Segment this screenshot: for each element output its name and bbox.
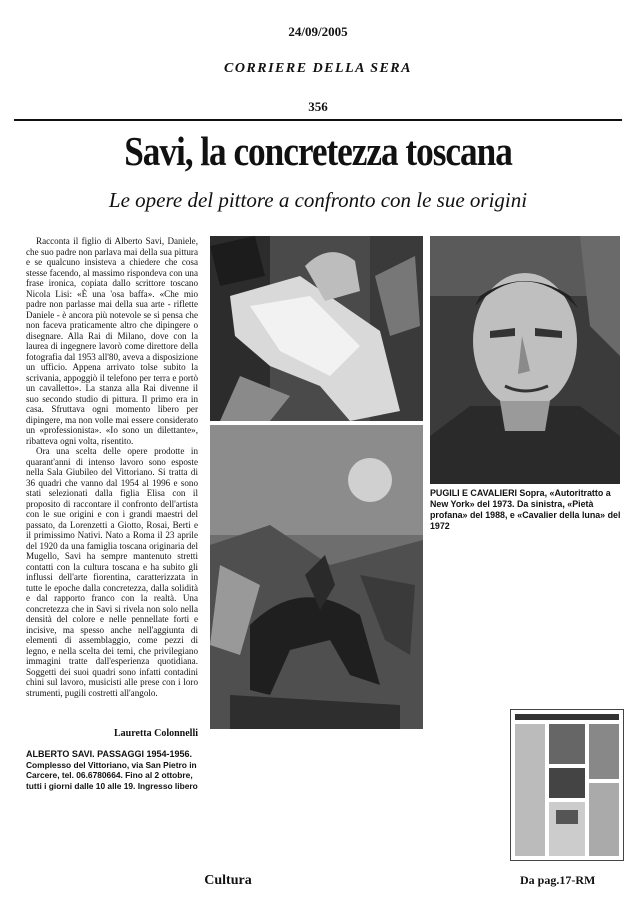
painting-pieta-image [210, 236, 423, 421]
publication-date: 24/09/2005 [288, 24, 348, 39]
painting-autoritratto-image [430, 236, 620, 484]
painting-cavaliere-image [210, 425, 423, 729]
section-name: Cultura [204, 873, 252, 888]
painting-photo-autoritratto [430, 236, 620, 484]
article-headline: Savi, la concretezza toscana [124, 128, 512, 174]
newspaper-name: CORRIERE DELLA SERA [223, 61, 412, 76]
caption-text: Sopra, «Autoritratto a New York» del 1973. Da sinistra, «Pietà profana» del 1988, e «Cavalier della luna» del 1972 [430, 488, 621, 531]
caption-lead: PUGILI E CAVALIERI [430, 488, 517, 498]
source-reference: Da pag.17-RM [520, 873, 596, 887]
article-paragraph: Ora una scelta delle opere prodotte in quarant'anni di intenso lavoro sono esposte nella Sala Giubileo del Vittoriano. Si tratta di 36 quadri che vanno dal 1954 al 1996 e sono stati selezionati dalla figlia Elisa con il proposito di raccontare il confronto dell'artista con le sue origini e con i grandi maestri del passato, da Lorenzetti a Giotto, Rosai, Berti e il primissimo Nativi. Nato a Roma il 23 aprile del 1920 da una famiglia toscana originaria del Mugello, Savi ha sempre mantenuto stretti contatti con la cultura toscana e ha subito gli influssi dell'arte fiorentina, caratterizzata in tutte le epoche dalla concretezza, dalla solidità e dal rapporto franco con la realtà. Una concretezza che in Savi si rivela non solo nella densità del colore e nelle pennellate forti e incisive, ma spesso anche nell'aggiunta di elementi di assemblaggio, come pezzi di legno, e nella scelta dei temi, che privilegiano immagini tratte dall'esperienza quotidiana. Soggetti dei suoi quadri sono infatti contadini chini sul lavoro, musicisti alle prese con i loro strumenti, pugili costretti all'angolo. [26, 446, 198, 698]
exhibition-info [26, 749, 198, 791]
painting-photo-cavaliere [210, 425, 423, 729]
page-thumbnail [510, 709, 624, 861]
article-paragraph: Racconta il figlio di Alberto Savi, Daniele, che suo padre non parlava mai della sua pittura e se qualcuno insisteva a chiedere che cosa stesse facendo, al massimo rispondeva con una frase ironica, copiata dallo scrittore toscano Nicola Lisi: «È una 'osa baffa». «Che mio padre non parlasse mai della sua arte - riflette Daniele - è ancora più notevole se si pensa che non faceva praticamente altro che dipingere o disegnare. Alla Rai di Milano, dove con la laurea di ingegnere lavorò come direttore della fotografia dal 1953 all'80, aveva a disposizione un ufficio. Appena arrivato tolse subito la scrivania, appoggiò il telefono per terra e portò un cavalletto». La stanza alla Rai divenne il suo secondo studio di pittura. Il primo era in casa. Sfruttava ogni momento libero per dipingere, ma non volle mai essere considerato un «professionista». «Io sono un dilettante», ribatteva ogni volta, risentito. [26, 236, 198, 446]
article-author: Lauretta Colonnelli [114, 728, 198, 739]
header-rule [14, 119, 622, 121]
exhibition-details: Complesso del Vittoriano, via San Pietro in Carcere, tel. 06.6780664. Fino al 2 ottobre, tutti i giorni dalle 10 alle 19. Ingresso libero [26, 759, 198, 791]
page-number: 356 [308, 99, 328, 114]
painting-photo-pieta [210, 236, 423, 421]
exhibition-title: ALBERTO SAVI. PASSAGGI 1954-1956. [26, 749, 193, 759]
article-body [26, 236, 198, 698]
article-subheadline: Le opere del pittore a confronto con le sue origini [108, 188, 528, 212]
page-thumbnail-image [511, 710, 623, 860]
photo-caption [430, 488, 622, 532]
